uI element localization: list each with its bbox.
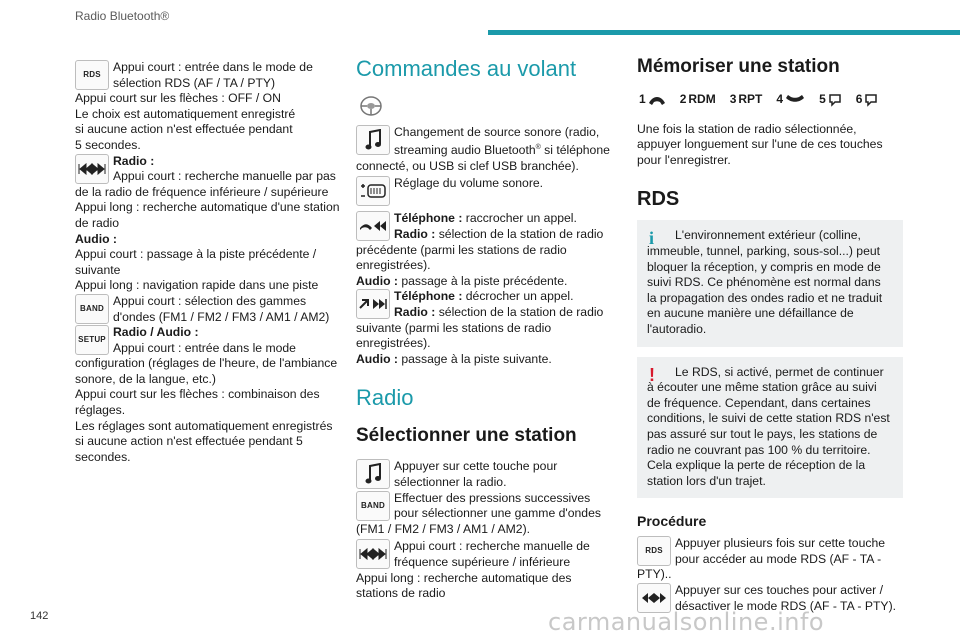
steering-wheel-icon (360, 96, 612, 121)
music-note-icon (356, 125, 390, 155)
hangup-handset-icon (785, 94, 805, 106)
info-note (637, 220, 903, 346)
rds-button-icon: RDS (75, 60, 109, 90)
volume-block (356, 176, 612, 207)
select-text: Appuyer sur cette touche pour sélectionner la radio. (394, 459, 558, 489)
next-radio-text: sélection de la station de radio suivante (parmi les stations de radio enregistrées). (356, 305, 604, 351)
audio-title: Audio : (75, 231, 117, 246)
music-note-icon-2 (356, 459, 390, 489)
rds-line-3: si aucune action n'est effectuée pendant (75, 122, 293, 137)
next-block (356, 289, 612, 351)
band-block (75, 294, 340, 325)
preset-3-tag: RPT (738, 92, 763, 106)
next-audio-title: Audio : (356, 351, 398, 366)
preset-5: 5 (819, 92, 842, 108)
next-radio-title: Radio : (394, 305, 436, 319)
middle-column (356, 56, 612, 602)
answer-next-icon (356, 289, 390, 319)
comment-icon (828, 93, 842, 107)
source-text-a: Changement de source sonore (radio, streaming audio Bluetooth (394, 124, 600, 158)
seek-arrows-icon-2 (356, 539, 390, 569)
preset-2: 2 RDM (679, 92, 716, 106)
procedure-title: Procédure (637, 513, 707, 530)
seek-long: Appui long : recherche automatique des stations de radio (356, 570, 572, 601)
band-text-2: Effectuer des pressions successives pour sélectionner une gamme d'ondes (FM1 / FM2 / FM3 / AM1 / AM2). (356, 490, 601, 536)
info-icon: i (649, 228, 655, 249)
rds-title: RDS (637, 188, 680, 211)
proc-step1-block (637, 536, 903, 583)
band-block-2 (356, 491, 612, 538)
band-button-icon: BAND (75, 294, 109, 324)
rds-block (75, 60, 340, 91)
source-text-b: si téléphone connecté, ou USB si clef USB branchée). (356, 143, 610, 173)
prev-radio-text: sélection de la station de radio précédente (parmi les stations de radio enregistrées). (356, 227, 604, 273)
prev-phone-text: raccrocher un appel. (462, 211, 577, 226)
warning-text: Le RDS, si activé, permet de continuer à écouter une même station grâce au suivi de fréquence. Cependant, dans certaines conditions, le suivi de cette station RDS n'est pas assuré sur tout le pays, les stations de radio ne couvrant pas 100 % du territoire. Cela explique la perte de réception de la station lors d'un trajet. (647, 364, 890, 488)
seek-text: Appui court : recherche manuelle de fréquence supérieure / inférieure (394, 539, 590, 569)
volume-wheel-icon (356, 176, 390, 206)
hangup-prev-icon (356, 211, 390, 241)
setup-arrows: Appui court sur les flèches : combinaison des réglages. (75, 387, 320, 418)
header-accent-bar (488, 30, 960, 35)
setup-title: Radio / Audio : (113, 325, 199, 340)
band-button-icon-2: BAND (356, 491, 390, 521)
audio-long: Appui long : navigation rapide dans une piste (75, 278, 319, 293)
select-block (356, 459, 612, 490)
setup-button-icon: SETUP (75, 325, 109, 355)
next-audio-text: passage à la piste suivante. (397, 351, 552, 366)
audio-short: Appui court : passage à la piste précédente / suivante (75, 247, 317, 277)
radio-title: Radio : (113, 153, 155, 168)
setup-auto: Les réglages sont automatiquement enregistrés si aucune action n'est effectuée pendant 5 secondes. (75, 418, 333, 464)
preset-buttons-row (639, 92, 903, 108)
seek-block (75, 154, 340, 201)
next-phone-text: décrocher un appel. (462, 289, 574, 304)
seek-arrows-icon (75, 154, 109, 184)
watermark: carmanualsonline.info (548, 608, 825, 636)
prev-audio-title: Audio : (356, 273, 398, 288)
rds-text: Appui court : entrée dans le mode de sélection RDS (AF / TA / PTY) (113, 60, 313, 90)
prev-phone-title: Téléphone : (394, 211, 463, 226)
phone-handset-icon (648, 94, 666, 106)
preset-6: 6 (856, 92, 879, 108)
prev-radio-title: Radio : (394, 227, 436, 242)
rds-line-4: 5 secondes. (75, 137, 141, 152)
steering-controls-title: Commandes au volant (356, 56, 577, 81)
preset-4: 4 (776, 92, 805, 108)
preset-3: 3 RPT (729, 92, 763, 106)
band-text: Appui court : sélection des gammes d'ondes (FM1 / FM2 / FM3 / AM1 / AM2) (113, 293, 330, 324)
left-column (75, 60, 340, 465)
radio-section-title: Radio (356, 385, 414, 411)
info-text: L'environnement extérieur (colline, immeuble, tunnel, parking, sous-sol...) peut bloquer la réception, y compris en mode de suivi RDS. Ce phénomène est normal dans la propagation des ondes radio et ne traduit en aucune manière une défaillance de l'autoradio. (647, 228, 883, 336)
right-column (637, 56, 903, 614)
registered-mark: ® (535, 144, 541, 152)
setup-text: Appui court : entrée dans le mode configuration (réglages de l'heure, de l'ambiance sonore, de la langue, etc.) (75, 340, 338, 386)
comment-icon-2 (864, 93, 878, 107)
preset-1: 1 (639, 92, 666, 108)
memorize-station-title: Mémoriser une station (637, 56, 840, 77)
radio-long: Appui long : recherche automatique d'une station de radio (75, 200, 340, 230)
warning-icon: ! (649, 364, 655, 385)
volume-text: Réglage du volume sonore. (394, 176, 544, 191)
select-station-title: Sélectionner une station (356, 425, 577, 447)
proc-step1: Appuyer plusieurs fois sur cette touche pour accéder au mode RDS (AF - TA - PTY).. (637, 536, 886, 582)
rds-line-1: Appui court sur les flèches : OFF / ON (75, 91, 281, 106)
prev-block (356, 211, 612, 273)
prev-audio-text: passage à la piste précédente. (397, 273, 568, 288)
next-phone-title: Téléphone : (394, 289, 463, 304)
source-block (356, 125, 612, 175)
warning-note (637, 357, 903, 499)
rds-line-2: Le choix est automatiquement enregistré (75, 106, 296, 121)
seek-block-2 (356, 539, 612, 570)
rds-button-icon-2: RDS (637, 536, 671, 566)
memorize-text: Une fois la station de radio sélectionnée, appuyer longuement sur l'une de ces touches pour l'enregistrer. (637, 121, 883, 167)
header-title: Radio Bluetooth® (75, 9, 170, 23)
proc-step2: Appuyer sur ces touches pour activer / désactiver le mode RDS (AF - TA - PTY). (675, 583, 897, 613)
radio-short: Appui court : recherche manuelle par pas de la radio de fréquence inférieure / supérieure (75, 169, 336, 199)
preset-2-tag: RDM (688, 92, 716, 106)
page-number: 142 (30, 610, 49, 622)
setup-block (75, 325, 340, 387)
